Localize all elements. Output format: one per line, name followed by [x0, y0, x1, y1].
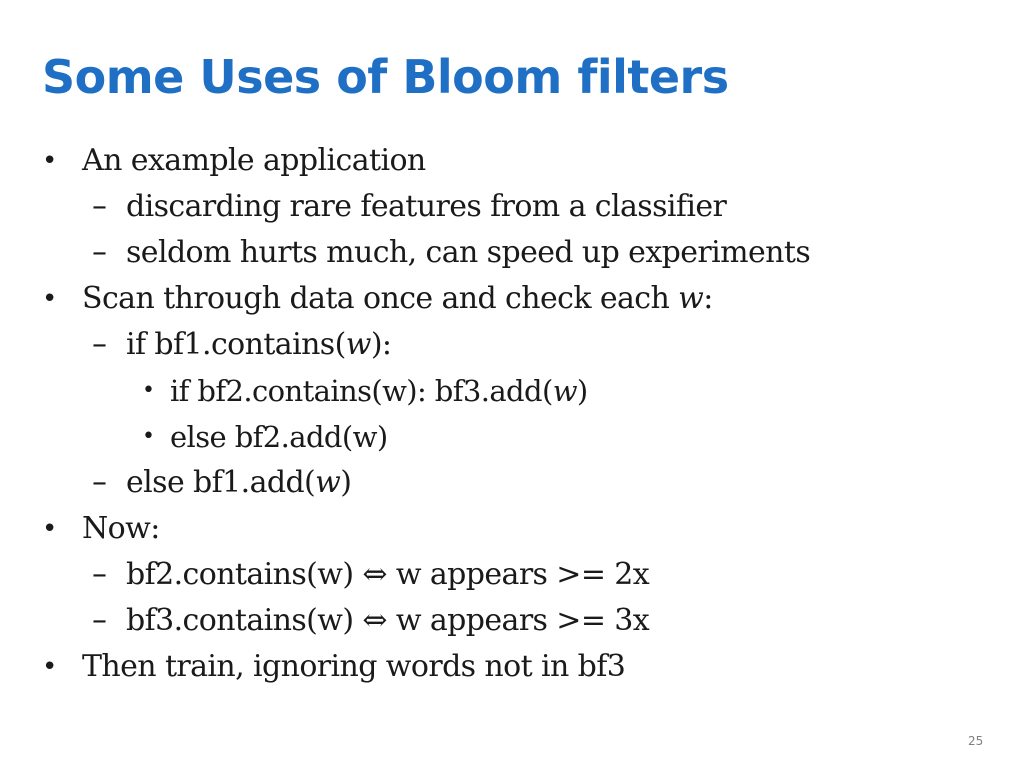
bullet-text: bf2.contains(w) ⇔ w appears >= 2x [126, 557, 650, 592]
bullet-item [42, 644, 626, 690]
bullet-marker: • [42, 514, 57, 544]
dash-marker: – [92, 465, 107, 500]
bullet-text: discarding rare features from a classifier [126, 189, 727, 224]
bullet-text: ) [576, 374, 588, 408]
dash-marker: – [92, 189, 107, 224]
bullet-text: else bf2.add(w) [170, 420, 388, 454]
sub-bullet-item [92, 552, 650, 598]
variable-w: w [345, 327, 371, 362]
dash-marker: – [92, 235, 107, 270]
slide-title: Some Uses of Bloom filters [42, 50, 729, 104]
variable-w: w [678, 281, 704, 316]
bullet-text: else bf1.add( [126, 465, 316, 500]
bullet-text: Scan through data once and check each [82, 281, 679, 316]
variable-w: w [315, 465, 341, 500]
dash-marker: – [92, 327, 107, 362]
bullet-marker: • [42, 284, 57, 314]
bullet-text: seldom hurts much, can speed up experiments [126, 235, 811, 270]
sub-bullet-item [92, 184, 727, 230]
bullet-text: An example application [82, 143, 426, 178]
bullet-item [42, 506, 160, 552]
bullet-marker: • [142, 378, 155, 403]
bullet-text: bf3.contains(w) ⇔ w appears >= 3x [126, 603, 650, 638]
variable-w: w [552, 374, 577, 408]
bullet-item [42, 276, 713, 322]
sub-bullet-item [92, 460, 352, 506]
dash-marker: – [92, 603, 107, 638]
bullet-marker: • [142, 424, 155, 449]
sub-bullet-item [92, 322, 392, 368]
bullet-marker: • [42, 652, 57, 682]
bullet-text: if bf2.contains(w): bf3.add( [170, 374, 553, 408]
sub-sub-bullet-item [142, 414, 388, 460]
bullet-text: : [703, 281, 713, 316]
sub-sub-bullet-item [142, 368, 588, 414]
dash-marker: – [92, 557, 107, 592]
bullet-text: Then train, ignoring words not in bf3 [82, 649, 626, 684]
bullet-marker: • [42, 146, 57, 176]
page-number: 25 [968, 734, 984, 748]
bullet-text: if bf1.contains( [126, 327, 346, 362]
bullet-text: Now: [82, 511, 160, 546]
bullet-item [42, 138, 426, 184]
bullet-text: ) [340, 465, 352, 500]
sub-bullet-item [92, 598, 650, 644]
bullet-text: ): [370, 327, 392, 362]
sub-bullet-item [92, 230, 811, 276]
